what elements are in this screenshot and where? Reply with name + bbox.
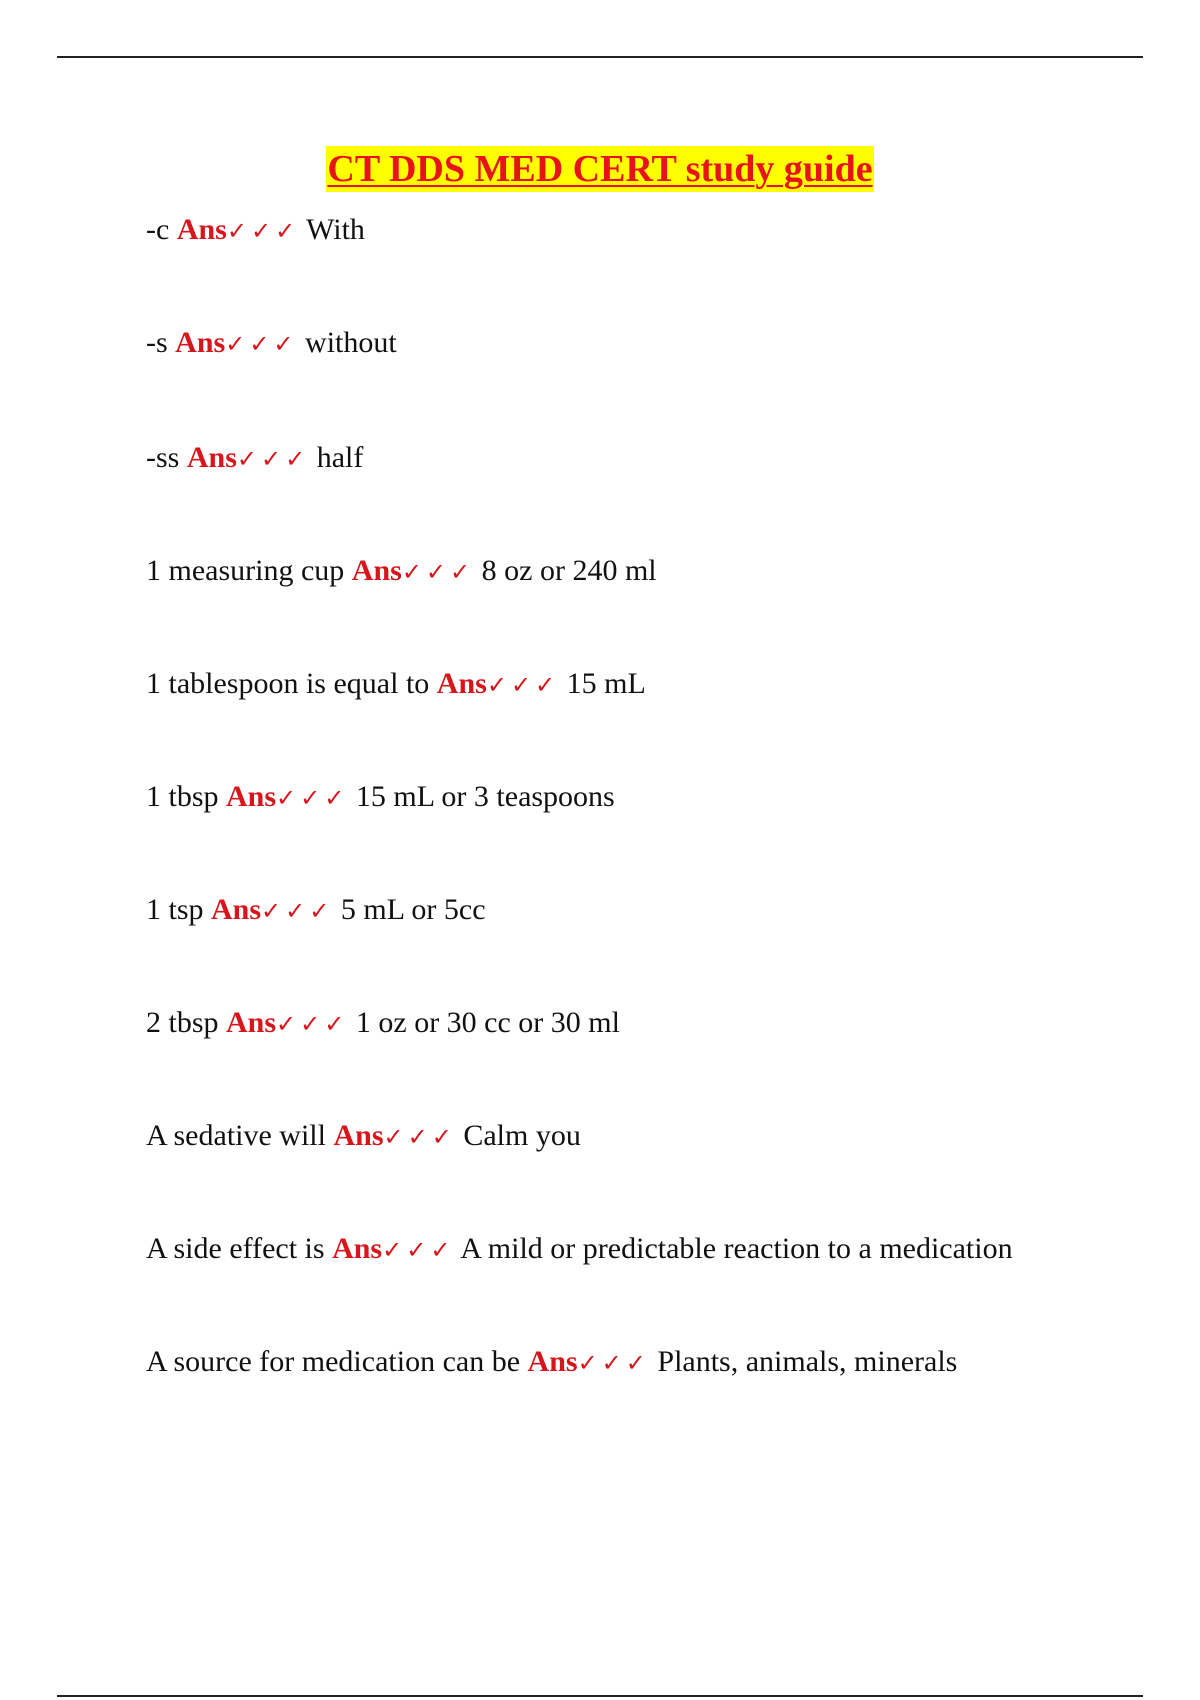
- answer-marker: Ans: [527, 1345, 578, 1378]
- question-text: 1 tablespoon is equal to: [146, 667, 430, 700]
- header-rule: [57, 56, 1143, 58]
- qa-item: [146, 1344, 957, 1381]
- question-text: 2 tbsp: [146, 1006, 219, 1039]
- qa-item: [146, 892, 486, 929]
- answer-marker: Ans: [176, 213, 227, 246]
- answer-text: A mild or predictable reaction to a medication: [460, 1232, 1013, 1265]
- question-text: A side effect is: [146, 1232, 325, 1265]
- qa-item: [146, 325, 397, 362]
- answer-marker: Ans: [226, 780, 277, 813]
- check-mark-icon: ✓✓✓: [276, 784, 349, 812]
- answer-text: 1 oz or 30 cc or 30 ml: [355, 1006, 620, 1039]
- answer-text: 8 oz or 240 ml: [481, 554, 657, 587]
- qa-item: [146, 553, 657, 590]
- check-mark-icon: ✓✓✓: [382, 1236, 455, 1264]
- question-text: A source for medication can be: [146, 1345, 521, 1378]
- answer-text: 15 mL or 3 teaspoons: [355, 780, 615, 813]
- question-text: -c: [146, 213, 170, 246]
- qa-item: [146, 779, 615, 816]
- document-title: CT DDS MED CERT study guide: [327, 148, 873, 190]
- qa-item: [146, 440, 363, 477]
- check-mark-icon: ✓✓✓: [577, 1349, 650, 1377]
- check-mark-icon: ✓✓✓: [486, 671, 560, 699]
- footer-rule: [57, 1695, 1143, 1697]
- answer-text: 15 mL: [566, 667, 646, 700]
- answer-text: 5 mL or 5cc: [340, 893, 486, 926]
- answer-marker: Ans: [211, 893, 262, 926]
- question-text: 1 measuring cup: [146, 554, 345, 587]
- check-mark-icon: ✓✓✓: [261, 897, 334, 925]
- qa-item: [146, 1118, 581, 1155]
- answer-text: half: [316, 441, 364, 474]
- question-text: 1 tsp: [146, 893, 204, 926]
- check-mark-icon: ✓✓✓: [401, 558, 475, 586]
- check-mark-icon: ✓✓✓: [383, 1123, 456, 1151]
- answer-marker: Ans: [436, 667, 487, 700]
- answer-marker: Ans: [186, 441, 237, 474]
- question-text: -s: [146, 326, 168, 359]
- qa-item: [146, 666, 646, 703]
- qa-item: [146, 212, 365, 249]
- check-mark-icon: ✓✓✓: [225, 330, 298, 358]
- qa-item: [146, 1231, 1013, 1268]
- question-text: 1 tbsp: [146, 780, 219, 813]
- question-text: A sedative will: [146, 1119, 326, 1152]
- answer-text: With: [306, 213, 365, 246]
- question-text: -ss: [146, 441, 180, 474]
- check-mark-icon: ✓✓✓: [276, 1010, 349, 1038]
- check-mark-icon: ✓✓✓: [226, 217, 300, 245]
- answer-text: Calm you: [463, 1119, 581, 1152]
- title-container: [0, 146, 1200, 192]
- answer-marker: Ans: [226, 1006, 277, 1039]
- answer-marker: Ans: [175, 326, 226, 359]
- answer-marker: Ans: [351, 554, 402, 587]
- answer-marker: Ans: [333, 1119, 384, 1152]
- answer-marker: Ans: [332, 1232, 383, 1265]
- qa-item: [146, 1005, 620, 1042]
- answer-text: without: [305, 326, 397, 359]
- check-mark-icon: ✓✓✓: [236, 445, 310, 473]
- answer-text: Plants, animals, minerals: [657, 1345, 958, 1378]
